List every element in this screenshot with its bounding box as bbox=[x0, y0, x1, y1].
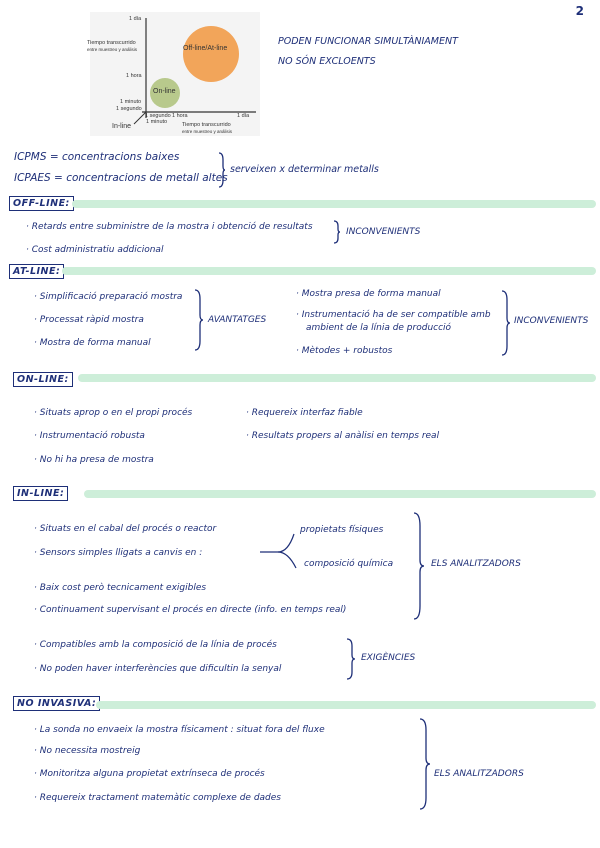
online-label: On-line bbox=[153, 88, 176, 95]
inline-divider bbox=[84, 490, 596, 498]
atline-adv-3: · Mostra de forma manual bbox=[34, 338, 151, 348]
inline-req-2: · No poden haver interferències que dificultin la senyal bbox=[34, 664, 282, 674]
offline-group-label: INCONVENIENTS bbox=[346, 227, 421, 237]
inline-label: In-line bbox=[112, 123, 132, 130]
x-tick-minute: 1 minuto bbox=[146, 119, 168, 125]
offline-item-1: · Retards entre subministre de la mostra i obtenció de resultats bbox=[26, 222, 313, 232]
y-tick-second: 1 segundo bbox=[116, 106, 142, 112]
online-divider bbox=[78, 374, 596, 382]
icpms-note: ICPMS = concentracions baixes bbox=[14, 151, 180, 163]
noninvasive-item-3: · Monitoritza alguna propietat extrínseca de procés bbox=[34, 769, 265, 779]
inline-brace bbox=[412, 512, 426, 620]
inline-branch-chemical: composició química bbox=[304, 559, 394, 569]
y-tick-day: 1 día bbox=[129, 16, 142, 22]
section-online: ON-LINE: bbox=[13, 372, 73, 387]
offline-divider bbox=[72, 200, 596, 208]
inline-item-3: · Baix cost però tecnicament exigibles bbox=[34, 583, 207, 593]
intro-line-2: NO SÓN EXCLOENTS bbox=[278, 56, 376, 67]
x-tick-hour: 1 hora bbox=[172, 113, 188, 119]
atline-divider bbox=[62, 267, 596, 275]
inline-branch-lines bbox=[258, 528, 302, 576]
section-offline: OFF-LINE: bbox=[9, 196, 74, 211]
atline-dis-2b: ambient de la línia de producció bbox=[306, 323, 452, 333]
inline-req-1: · Compatibles amb la composició de la línia de procés bbox=[34, 640, 277, 650]
offline-item-2: · Cost administratiu addicional bbox=[26, 245, 164, 255]
y-axis-label: Tiempo transcurrido bbox=[87, 40, 136, 46]
instruments-group-note: serveixen x determinar metalls bbox=[230, 164, 379, 175]
inline-item-1: · Situats en el cabal del procés o reactor bbox=[34, 524, 217, 534]
atline-adv-brace bbox=[193, 289, 205, 351]
atline-adv-1: · Simplificació preparació mostra bbox=[34, 292, 183, 302]
atline-dis-3: · Mètodes + robustos bbox=[296, 346, 393, 356]
online-right-1: · Requereix interfaz fiable bbox=[246, 408, 363, 418]
section-noninvasive: NO INVASIVA: bbox=[13, 696, 100, 711]
noninvasive-group-label: ELS ANALITZADORS bbox=[434, 769, 524, 779]
offline-atline-bubble bbox=[183, 26, 239, 82]
online-left-1: · Situats aprop o en el propi procés bbox=[34, 408, 193, 418]
y-tick-minute: 1 minuto bbox=[120, 99, 142, 105]
inline-group-label: ELS ANALITZADORS bbox=[431, 559, 521, 569]
offline-atline-label: Off-line/At-line bbox=[183, 45, 228, 52]
instruments-brace bbox=[216, 152, 226, 188]
noninvasive-item-4: · Requereix tractament matemàtic complexe de dades bbox=[34, 793, 281, 803]
atline-dis-1: · Mostra presa de forma manual bbox=[296, 289, 441, 299]
x-tick-day: 1 día bbox=[237, 113, 250, 119]
noninvasive-brace bbox=[418, 718, 432, 810]
atline-dis-2: · Instrumentació ha de ser compatible amb bbox=[296, 310, 491, 320]
intro-line-1: PODEN FUNCIONAR SIMULTÀNIAMENT bbox=[278, 36, 458, 47]
online-left-3: · No hi ha presa de mostra bbox=[34, 455, 154, 465]
y-axis-sublabel: entre muestreo y análisis bbox=[87, 47, 138, 52]
page-number: 2 bbox=[575, 4, 584, 18]
atline-dis-brace bbox=[500, 290, 512, 356]
inline-item-4: · Continuament supervisant el procés en directe (info. en temps real) bbox=[34, 605, 347, 615]
section-atline: AT-LINE: bbox=[9, 264, 64, 279]
y-tick-hour: 1 hora bbox=[126, 73, 142, 79]
x-axis-sublabel: entre muestreo y análisis bbox=[182, 129, 233, 134]
inline-req-brace bbox=[345, 638, 357, 680]
x-tick-second: 1 segundo bbox=[145, 113, 171, 119]
online-left-2: · Instrumentació robusta bbox=[34, 431, 145, 441]
sampling-time-figure bbox=[87, 12, 260, 136]
atline-adv-2: · Processat ràpid mostra bbox=[34, 315, 144, 325]
section-inline: IN-LINE: bbox=[13, 486, 68, 501]
offline-brace bbox=[332, 220, 342, 244]
online-right-2: · Resultats propers al anàlisi en temps real bbox=[246, 431, 440, 441]
noninvasive-divider bbox=[96, 701, 596, 709]
noninvasive-item-1: · La sonda no envaeix la mostra físicament : situat fora del fluxe bbox=[34, 725, 325, 735]
noninvasive-item-2: · No necessita mostreig bbox=[34, 746, 141, 756]
inline-req-label: EXIGÈNCIES bbox=[361, 653, 416, 663]
atline-adv-label: AVANTATGES bbox=[208, 315, 267, 325]
inline-item-2: · Sensors simples lligats a canvis en : bbox=[34, 548, 203, 558]
x-axis-label: Tiempo transcurrido bbox=[182, 122, 231, 128]
icpaes-note: ICPAES = concentracions de metall altes bbox=[14, 172, 228, 184]
atline-dis-label: INCONVENIENTS bbox=[514, 316, 589, 326]
inline-branch-physical: propietats físiques bbox=[300, 525, 384, 535]
